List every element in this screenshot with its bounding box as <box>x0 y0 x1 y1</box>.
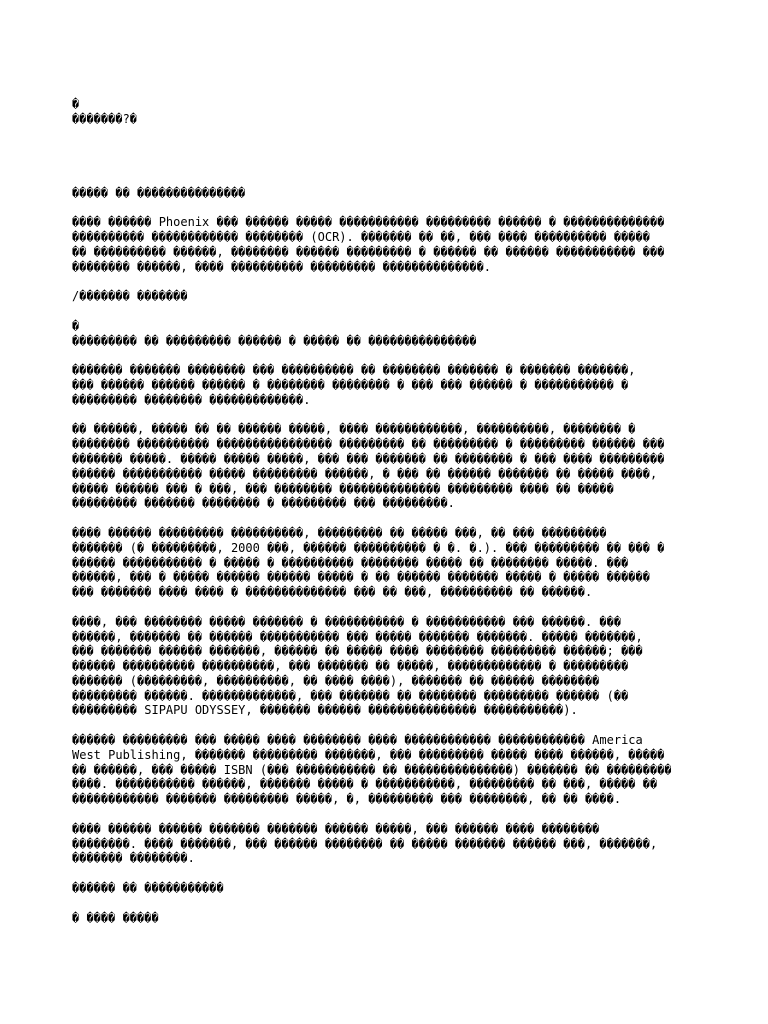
paragraph-line: ���� ������ ������ ������� ������� ������ �����, ��� ������ ���� �������� <box>72 821 600 836</box>
paragraph-2 <box>72 363 702 407</box>
spacer <box>72 304 702 319</box>
paragraph-line: ������ ����������� ����� ��������� ������, � ��� �� ������ ������� �� ����� ����, <box>72 466 658 481</box>
paragraph-7 <box>72 822 702 866</box>
header-symbol: � <box>72 97 80 111</box>
spacer <box>72 511 702 526</box>
paragraph-4 <box>72 526 702 600</box>
paragraph-3 <box>72 422 702 511</box>
paragraph-line: ��� ������ ������ ������ � �������� �������� � ��� ��� ������ � ����������� � <box>72 377 629 392</box>
paragraph-line: �������� ���������� ���������������� ��������� �� ��������� � ��������� ������ ��� <box>72 437 665 452</box>
spacer <box>72 200 702 215</box>
paragraph-line: ��������. ���� �������, ��� ������ �������� �� ����� ������� ������ ���, �������, <box>72 836 658 851</box>
document-page <box>72 97 702 925</box>
spacer <box>72 600 702 615</box>
spacer <box>72 807 702 822</box>
paragraph-line: West Publishing, ������� ��������� �������, ��� ��������� ����� ���� ������, ����� <box>72 747 665 762</box>
paragraph-line: �� ���������� ������, �������� ������ ��������� � ������ �� ������ ����������� ��� <box>72 244 665 259</box>
spacer <box>72 408 702 423</box>
spacer <box>72 348 702 363</box>
paragraph-line: ���������� ������������ �������� (OCR). ������� �� ��, ��� ���� ���������� ����� <box>72 229 650 244</box>
paragraph-line: ��� ������� ������ �������, ������ �� ����� ���� �������� ��������� ������; ��� <box>72 644 643 659</box>
paragraph-line: ������� (���������, ����������, �� ���� ����), ������� �� ������ �������� <box>72 673 600 688</box>
paragraph-line: ������� ��������. <box>72 851 195 866</box>
spacer <box>72 718 702 733</box>
section-title: ����� �� ��������������� <box>72 185 246 200</box>
paragraph-line: ������� ������� �������� ��� ���������� �� �������� ������� � ������� �������, <box>72 363 636 378</box>
paragraph-line: ������, ������� �� ������ ����������� ��� ����� ������� �������. ����� �������, <box>72 629 643 644</box>
paragraph-line: ��� ������� ���� ���� � �������������� ��� �� ���, ���������� �� ������. <box>72 585 593 600</box>
paragraph-line: ���� ������ ��������� ����������, ��������� �� ����� ���, �� ��� ��������� <box>72 525 607 540</box>
paragraph-line: ��������� ������� �������� � ��������� ��� ���������. <box>72 496 455 511</box>
paragraph-line: �� ������, ��� ����� ISBN (��� ����������� �� ���������������) ������� �� ��������� <box>72 762 672 777</box>
paragraph-line: ��������� �������� �������������. <box>72 392 311 407</box>
paragraph-6 <box>72 733 702 807</box>
paragraph-line: ������� �����. ����� ����� �����, ��� ��� ������� �� �������� � ��� ���� ��������� <box>72 451 665 466</box>
footer-line: � ���� ����� <box>72 910 159 925</box>
paragraph-line: ����, ��� �������� ����� ������� � ����������� � ����������� ��� ������. ��� <box>72 614 622 629</box>
paragraph-line: ������������ ������� ��������� �����, �, ��������� ��� ��������, �� �� ����. <box>72 792 622 807</box>
spacer <box>72 866 702 881</box>
spacer <box>72 274 702 289</box>
paragraph-line: ������, ��� � ����� ������ ������ ����� � �� ������ ������� ����� � ����� ������ <box>72 570 650 585</box>
sub-heading: ��������� �� ��������� ������ � ����� �� ��������������� <box>72 333 477 348</box>
footer-heading: ������ �� ����������� <box>72 881 224 896</box>
header-title: �������?� <box>72 111 138 126</box>
paragraph-line: ������ ����������� � ����� � ���������� �������� ����� �� �������� �����. ��� <box>72 555 629 570</box>
paragraph-5 <box>72 615 702 719</box>
paragraph-line: ���� ������ Phoenix ��� ������ ����� ����������� ��������� ������ � �������������� <box>72 215 665 230</box>
paragraph-line: �� ������, ����� �� �� ������ �����, ���� ������������, ����������, �������� � <box>72 422 636 437</box>
paragraph-line: ����. ����������� ������, ������� ����� � �����������, ��������� �� ���, ����� �� <box>72 777 658 792</box>
paragraph-line: ������ ���������� ����������, ��� ������� �� �����, ������������� � ��������� <box>72 659 629 674</box>
spacer <box>72 896 702 911</box>
subtitle-line: /������� ������� <box>72 289 188 304</box>
sub-symbol: � <box>72 318 80 333</box>
paragraph-line: ��������� SIPAPU ODYSSEY, ������� ������ ��������������� �����������). <box>72 703 578 718</box>
paragraph-line: �������� ������, ���� ���������� ��������� ��������������. <box>72 259 492 274</box>
paragraph-1 <box>72 215 702 274</box>
paragraph-line: ����� ������ ��� � ���, ��� �������� �������������� ��������� ���� �� ����� <box>72 481 614 496</box>
paragraph-line: ������� (� ���������, 2000 ���, ������ ���������� � �. �.). ��� ��������� �� ��� � <box>72 540 665 555</box>
paragraph-line: ������ ��������� ��� ����� ���� �������� ���� ������������ ������������ America <box>72 733 643 748</box>
spacer <box>72 127 702 186</box>
paragraph-line: ��������� ������. �������������, ��� ������� �� �������� ��������� ������ (�� <box>72 688 629 703</box>
